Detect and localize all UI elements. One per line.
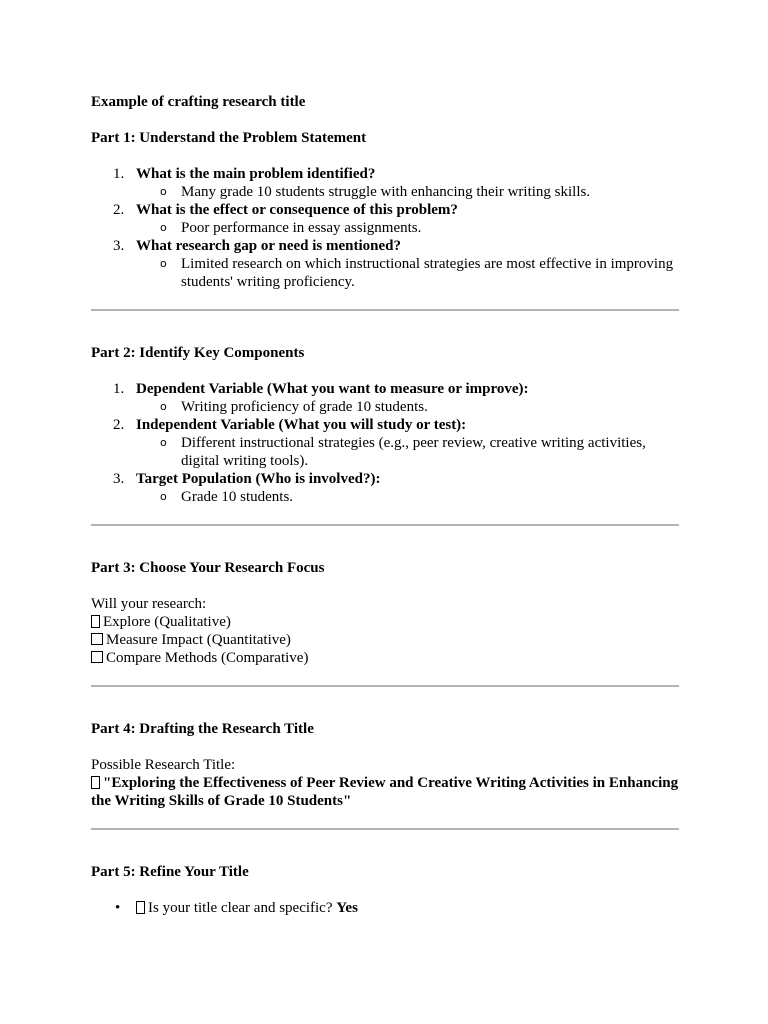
list-item: [91, 899, 679, 917]
item-question: What research gap or need is mentioned?: [136, 238, 401, 254]
part3-heading: Part 3: Choose Your Research Focus: [91, 560, 325, 576]
focus-option[interactable]: [91, 613, 679, 631]
part5-list: [91, 899, 679, 917]
part4-label: Possible Research Title:: [91, 757, 236, 773]
item-question: Dependent Variable (What you want to measure or improve):: [136, 381, 529, 397]
circle-bullet-icon: o: [160, 185, 167, 198]
circle-bullet-icon: o: [160, 257, 167, 270]
sub-item: [136, 488, 679, 506]
list-item: [91, 470, 679, 506]
sub-item: [136, 434, 679, 470]
part2-list: [91, 380, 679, 506]
item-number: 3.: [113, 471, 125, 487]
document-page: [91, 93, 679, 917]
part1-list: [91, 165, 679, 291]
circle-bullet-icon: o: [160, 436, 167, 449]
item-question: Independent Variable (What you will study or test):: [136, 417, 467, 433]
sub-item: [136, 255, 679, 291]
focus-option-label: Measure Impact (Quantitative): [106, 632, 291, 648]
missing-glyph-icon: [91, 615, 100, 628]
item-number: 2.: [113, 202, 125, 218]
item-answer: Many grade 10 students struggle with enhancing their writing skills.: [181, 184, 591, 200]
list-item: [91, 237, 679, 291]
part2-heading: Part 2: Identify Key Components: [91, 345, 305, 361]
item-question: What is the effect or consequence of this problem?: [136, 202, 458, 218]
list-item: [91, 201, 679, 237]
research-title-block: [91, 774, 679, 810]
document-title: Example of crafting research title: [91, 94, 306, 110]
item-answer: Poor performance in essay assignments.: [181, 220, 422, 236]
sub-item: [136, 183, 679, 201]
checkbox-icon[interactable]: [91, 651, 103, 663]
item-answer: Yes: [336, 900, 358, 916]
item-question: What is the main problem identified?: [136, 166, 376, 182]
item-answer: Writing proficiency of grade 10 students.: [181, 399, 428, 415]
list-item: [91, 380, 679, 416]
part5-heading: Part 5: Refine Your Title: [91, 864, 249, 880]
focus-option-label: Compare Methods (Comparative): [106, 650, 309, 666]
item-number: 2.: [113, 417, 125, 433]
item-number: 3.: [113, 238, 125, 254]
research-title: "Exploring the Effectiveness of Peer Review and Creative Writing Activities in Enhancing the Writing Skills of Grade 10 Students": [91, 775, 679, 809]
checkbox-icon[interactable]: [91, 633, 103, 645]
part4-heading: Part 4: Drafting the Research Title: [91, 721, 314, 737]
sub-item: [136, 398, 679, 416]
part3-prompt: Will your research:: [91, 596, 207, 612]
list-item: [91, 416, 679, 470]
focus-option[interactable]: [91, 631, 679, 649]
item-answer: Grade 10 students.: [181, 489, 294, 505]
focus-option[interactable]: [91, 649, 679, 667]
item-answer: Different instructional strategies (e.g., peer review, creative writing activities, digital writing tools).: [181, 435, 646, 469]
item-question: Is your title clear and specific?: [148, 900, 333, 916]
circle-bullet-icon: o: [160, 490, 167, 503]
bullet-icon: •: [115, 900, 121, 916]
missing-glyph-icon: [91, 776, 100, 789]
focus-option-label: Explore (Qualitative): [103, 614, 231, 630]
circle-bullet-icon: o: [160, 221, 167, 234]
item-number: 1.: [113, 381, 125, 397]
circle-bullet-icon: o: [160, 400, 167, 413]
item-number: 1.: [113, 166, 125, 182]
missing-glyph-icon: [136, 901, 145, 914]
item-answer: Limited research on which instructional strategies are most effective in improving students' writing proficiency.: [181, 256, 674, 290]
list-item: [91, 165, 679, 201]
item-question: Target Population (Who is involved?):: [136, 471, 381, 487]
sub-item: [136, 219, 679, 237]
part1-heading: Part 1: Understand the Problem Statement: [91, 130, 367, 146]
